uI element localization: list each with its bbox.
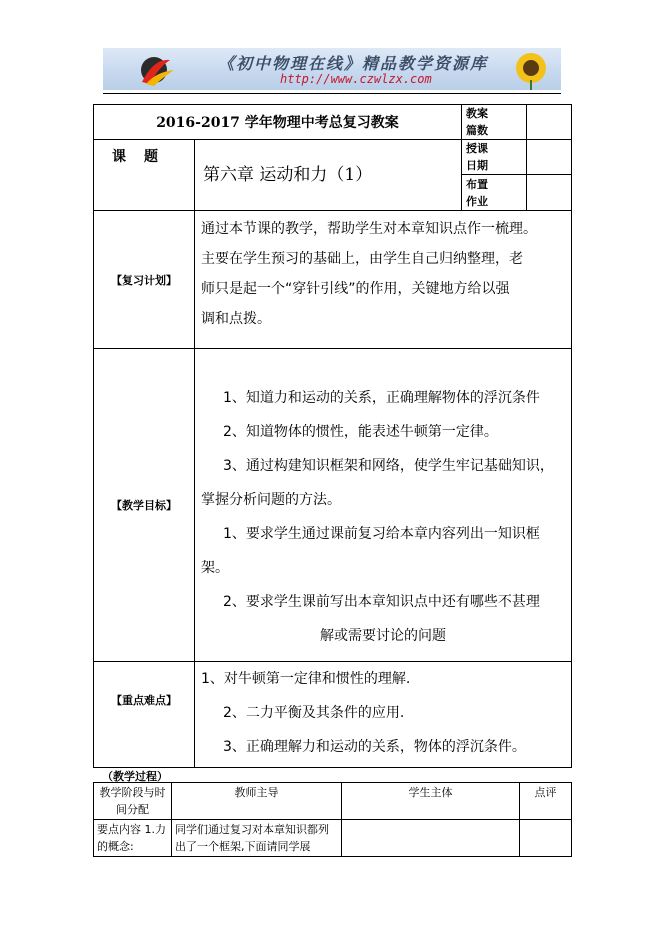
process-caption: （教学过程） — [102, 770, 168, 783]
process-header-teacher: 教师主导 — [172, 783, 342, 820]
banner-divider — [103, 93, 561, 94]
homework-label: 布置作业 — [462, 175, 527, 211]
lesson-count-label: 教案篇数 — [462, 105, 527, 140]
key-points-label: 【重点难点】 — [94, 662, 195, 768]
process-header-stage: 教学阶段与时间分配 — [94, 783, 172, 820]
lesson-date-value — [527, 140, 572, 175]
homework-value — [527, 175, 572, 211]
lesson-count-value — [527, 105, 572, 140]
banner-url: http://www.czwlzx.com — [280, 72, 432, 86]
process-row-student — [342, 820, 520, 857]
process-row-stage: 要点内容 1.力的概念: — [94, 820, 172, 857]
teaching-goals-label: 【教学目标】 — [94, 349, 195, 662]
topic-label: 课题 — [94, 140, 195, 211]
plan-title: 2016-2017 学年物理中考总复习教案 — [94, 105, 462, 140]
key-points-content: 1、对牛顿第一定律和惯性的理解. 2、二力平衡及其条件的应用. 3、正确理解力和运动的关系，物体的浮沉条件。 — [195, 662, 572, 768]
process-header-student: 学生主体 — [342, 783, 520, 820]
process-header-comment: 点评 — [520, 783, 572, 820]
banner-title: 《初中物理在线》精品教学资源库 — [218, 54, 489, 73]
review-plan-label: 【复习计划】 — [94, 211, 195, 349]
lesson-date-label: 授课日期 — [462, 140, 527, 175]
logo-icon — [136, 54, 176, 86]
process-table — [93, 782, 572, 857]
sunflower-icon — [509, 50, 553, 90]
review-plan-content: 通过本节课的教学，帮助学生对本章知识点作一梳理。 主要在学生预习的基础上，由学生自己归纳整理，老 师只是起一个“穿针引线”的作用，关键地方给以强 调和点拨。 — [195, 211, 572, 349]
lesson-plan-table — [93, 104, 572, 768]
teaching-goals-content: 1、知道力和运动的关系，正确理解物体的浮沉条件 2、知道物体的惯性，能表述牛顿第一定律。 3、通过构建知识框架和网络，使学生牢记基础知识， 掌握分析问题的方法。 1、要求学生通过课前复习给本章内容列出一知识框 架。 2、要求学生课前写出本章知识点中还有哪些不甚理 解或需要讨论的问题 — [195, 349, 572, 662]
process-row-teacher: 同学们通过复习对本章知识都列出了一个框架,下面请同学展 — [172, 820, 342, 857]
header-banner — [103, 48, 561, 90]
topic-value: 第六章 运动和力（1） — [195, 140, 462, 211]
process-row-comment — [520, 820, 572, 857]
